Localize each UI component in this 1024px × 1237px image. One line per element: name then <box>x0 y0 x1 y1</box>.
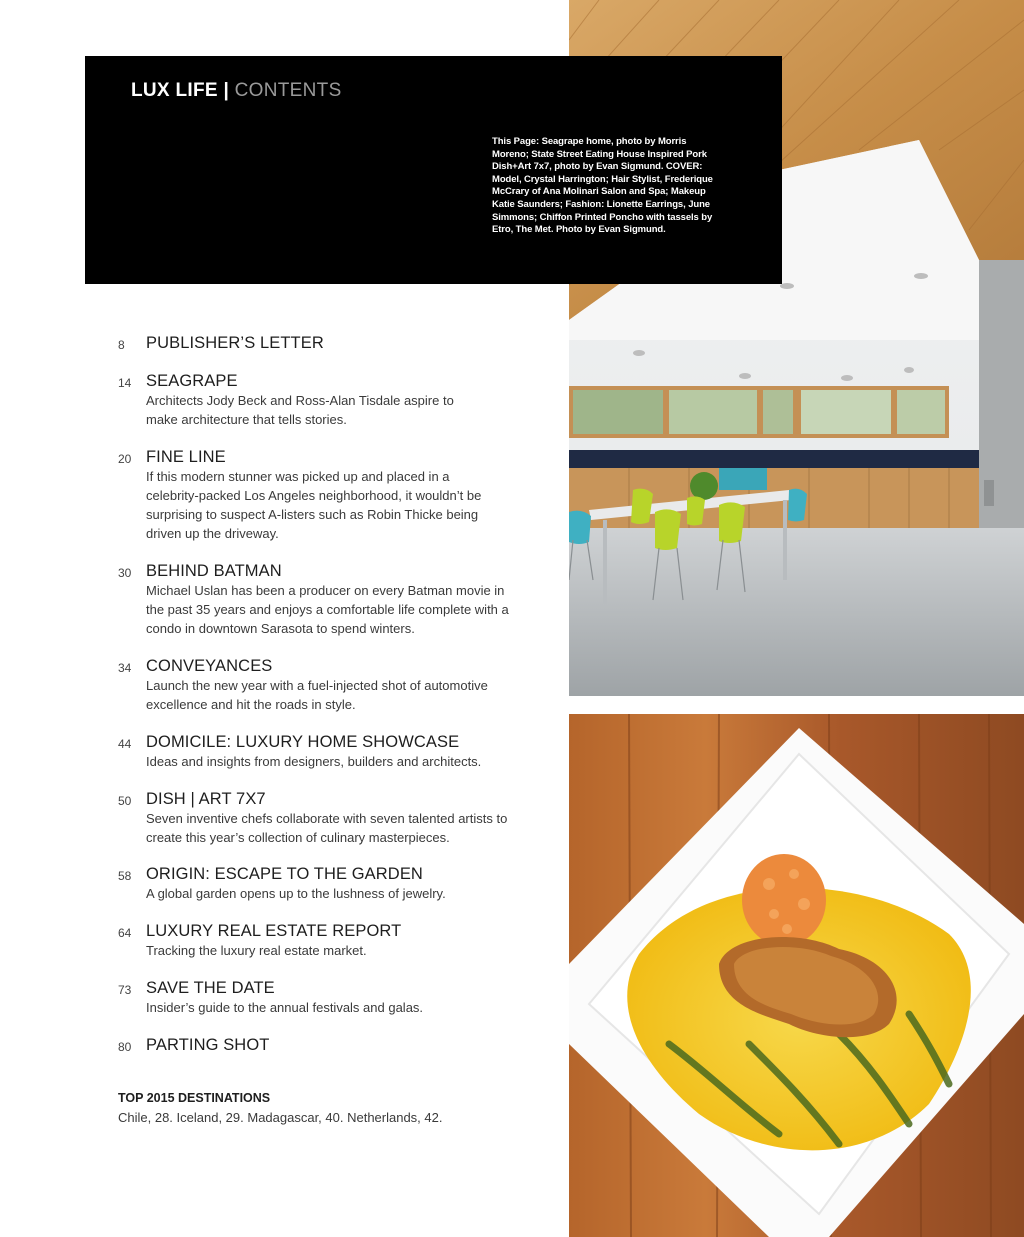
toc-page-number: 80 <box>118 1040 132 1054</box>
toc-description: Launch the new year with a fuel-injected shot of automotive excellence and hit the roads in style. <box>146 678 488 712</box>
toc-page-number: 50 <box>118 794 132 808</box>
toc-page-number: 30 <box>118 566 132 580</box>
toc-page-number: 73 <box>118 983 132 997</box>
destinations-list: Chile, 28. Iceland, 29. Madagascar, 40. Netherlands, 42. <box>118 1110 443 1125</box>
toc-description: If this modern stunner was picked up and placed in a celebrity-packed Los Angeles neighborhood, it wouldn’t be surprising to suspect A-listers such as Robin Thicke being driven up the driveway. <box>146 469 482 541</box>
toc-page-number: 14 <box>118 376 132 390</box>
toc-title: BEHIND BATMAN <box>146 562 282 580</box>
toc-title: ORIGIN: ESCAPE TO THE GARDEN <box>146 865 423 883</box>
toc-page-number: 58 <box>118 869 132 883</box>
toc-description: Michael Uslan has been a producer on every Batman movie in the past 35 years and enjoys a comfortable life complete with a condo in downtown Sarasota to spend winters. <box>146 583 509 636</box>
toc-title: FINE LINE <box>146 448 226 466</box>
toc-title: CONVEYANCES <box>146 657 273 675</box>
photo-credits-caption: This Page: Seagrape home, photo by Morris Moreno; State Street Eating House Inspired Pork Dish+Art 7x7, photo by Evan Sigmund. COVER: Model, Crystal Harrington; Hair Stylist, Frederique McCrary of Ana Molinari Salon and Spa; Makeup Katie Saunders; Fashion: Lionette Earrings, June Simmons; Chiffon Printed Poncho with tassels by Etro, The Met. Photo by Evan Sigmund. <box>492 136 713 236</box>
toc-description: Seven inventive chefs collaborate with seven talented artists to create this year’s collection of culinary masterpieces. <box>146 811 508 845</box>
contents-header <box>85 56 782 284</box>
toc-page-number: 20 <box>118 452 132 466</box>
toc-title: LUXURY REAL ESTATE REPORT <box>146 922 402 940</box>
title-separator: | <box>223 80 230 101</box>
toc-title: SEAGRAPE <box>146 372 238 390</box>
toc-title: SAVE THE DATE <box>146 979 275 997</box>
toc-page-number: 8 <box>118 338 125 352</box>
toc-title: DISH | ART 7X7 <box>146 790 266 808</box>
toc-page-number: 44 <box>118 737 132 751</box>
toc-page-number: 64 <box>118 926 132 940</box>
toc-page-number: 34 <box>118 661 132 675</box>
toc-description: Insider’s guide to the annual festivals and galas. <box>146 1000 424 1015</box>
toc-description: A global garden opens up to the lushness of jewelry. <box>146 886 446 901</box>
toc-description: Tracking the luxury real estate market. <box>146 943 367 958</box>
toc-title: PARTING SHOT <box>146 1036 270 1054</box>
pork-dish-photo <box>569 714 1024 1237</box>
toc-title: DOMICILE: LUXURY HOME SHOWCASE <box>146 733 460 751</box>
section-label: CONTENTS <box>234 80 342 101</box>
page-title <box>131 80 342 102</box>
brand-label: LUX LIFE <box>131 80 218 101</box>
destinations-heading: TOP 2015 DESTINATIONS <box>118 1091 271 1105</box>
toc-description: Architects Jody Beck and Ross-Alan Tisdale aspire to make architecture that tells stories. <box>146 393 454 427</box>
toc-description: Ideas and insights from designers, builders and architects. <box>146 754 482 769</box>
toc-title: PUBLISHER’S LETTER <box>146 334 324 352</box>
